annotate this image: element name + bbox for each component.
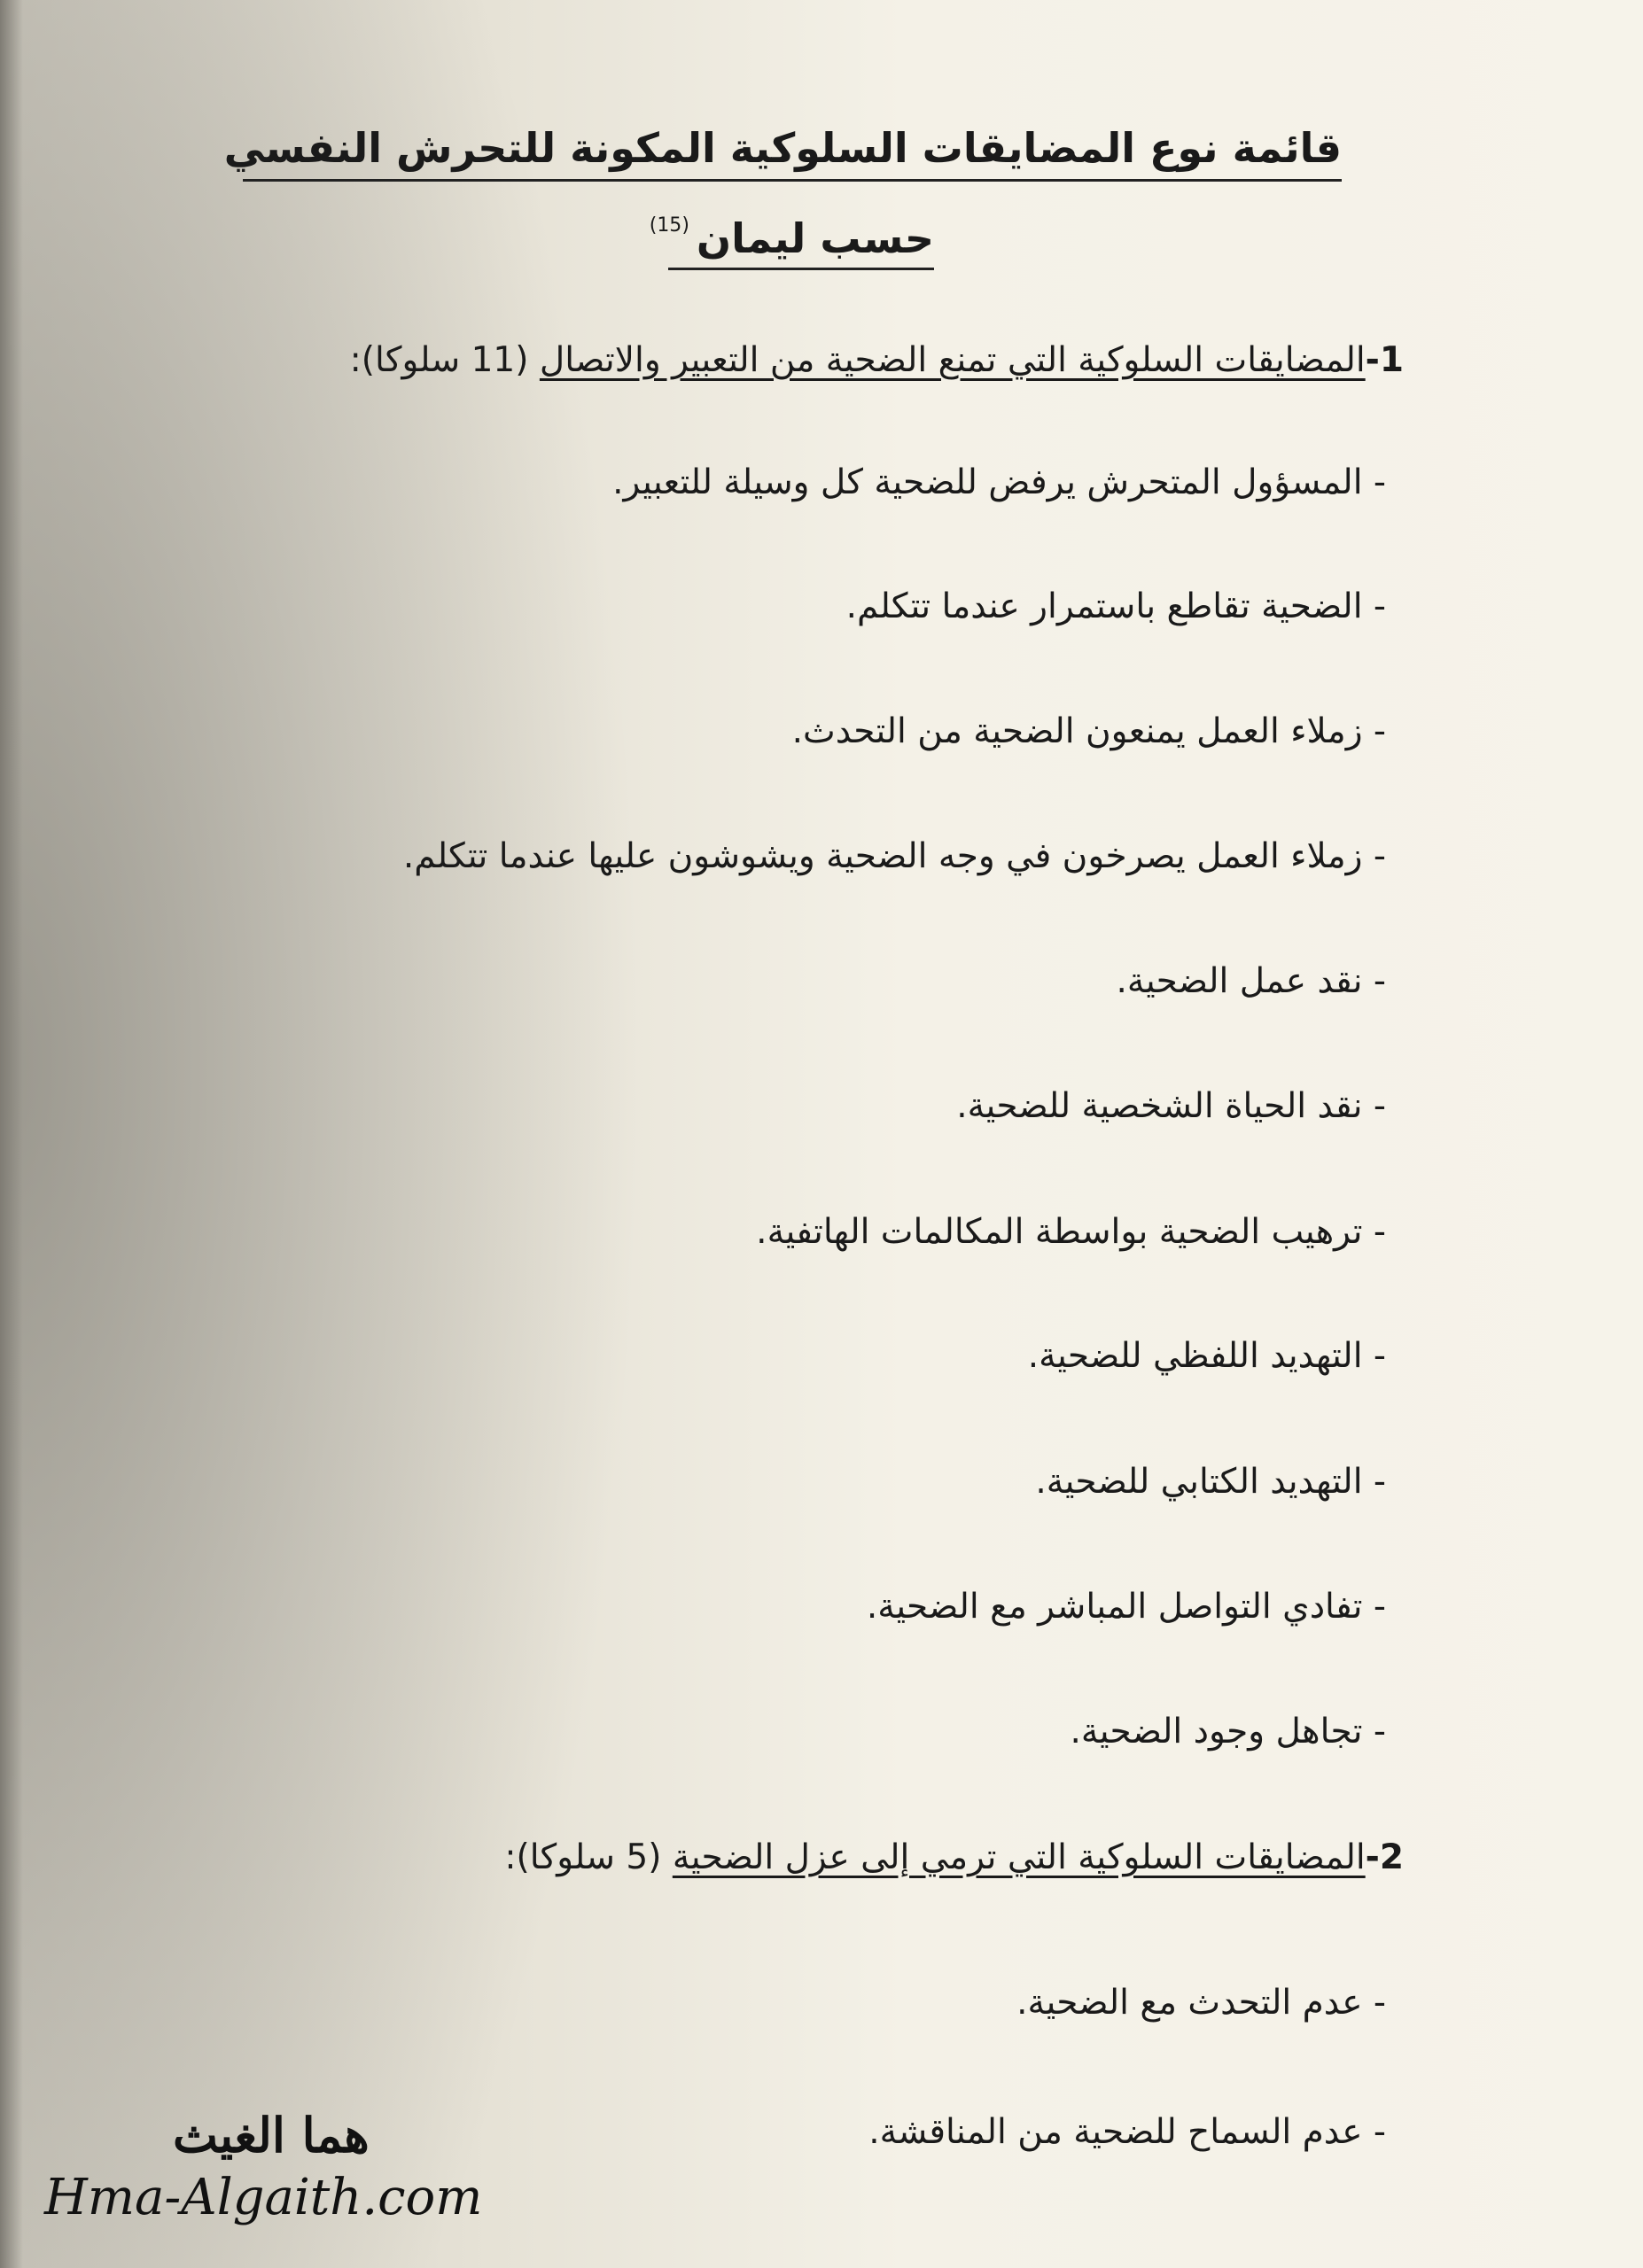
page-title: [223, 124, 1342, 182]
section-1-heading-underlined: المضايقات السلوكية التي تمنع الضحية من التعبير والاتصال: [539, 340, 1366, 380]
section-1-heading: [350, 340, 1404, 380]
watermark-arabic: هما الغيث: [173, 2107, 370, 2163]
section-2-heading-underlined: المضايقات السلوكية التي ترمي إلى عزل الضحية: [672, 1837, 1366, 1877]
section-1-item: - زملاء العمل يصرخون في وجه الضحية ويشوشون عليها عندما تتكلم.: [402, 836, 1386, 876]
page-shadow: [0, 0, 23, 2268]
section-1-item: - زملاء العمل يمنعون الضحية من التحدث.: [791, 711, 1386, 751]
section-2-heading: [504, 1837, 1404, 1877]
page-subtitle: [649, 214, 934, 270]
section-1-heading-tail: (11 سلوكا):: [349, 340, 540, 380]
page-subtitle-text: حسب ليمان: [696, 214, 934, 262]
section-1-item: - المسؤول المتحرش يرفض للضحية كل وسيلة للتعبير.: [612, 462, 1386, 502]
section-1-item: - التهديد اللفظي للضحية.: [1027, 1336, 1386, 1376]
section-1-item: - تفادي التواصل المباشر مع الضحية.: [866, 1587, 1386, 1627]
section-1-item: - تجاهل وجود الضحية.: [1070, 1712, 1386, 1751]
footnote-reference: (15): [649, 214, 689, 237]
page-title-text: قائمة نوع المضايقات السلوكية المكونة للتحرش النفسي: [223, 124, 1342, 172]
section-2-item: - عدم السماح للضحية من المناقشة.: [868, 2112, 1386, 2152]
section-2-item: - عدم التحدث مع الضحية.: [1016, 1983, 1386, 2023]
section-2-number: 2-: [1365, 1837, 1404, 1877]
section-2-heading-tail: (5 سلوكا):: [504, 1837, 673, 1877]
section-1-item: - نقد عمل الضحية.: [1116, 961, 1386, 1001]
section-1-item: - التهديد الكتابي للضحية.: [1035, 1462, 1386, 1502]
section-1-item: - ترهيب الضحية بواسطة المكالمات الهاتفية.: [756, 1212, 1386, 1252]
section-1-item: - الضحية تقاطع باستمرار عندما تتكلم.: [845, 586, 1386, 626]
section-1-number: 1-: [1365, 340, 1404, 380]
watermark-latin: Hma-Algaith.com: [44, 2169, 483, 2226]
section-1-item: - نقد الحياة الشخصية للضحية.: [956, 1086, 1386, 1126]
